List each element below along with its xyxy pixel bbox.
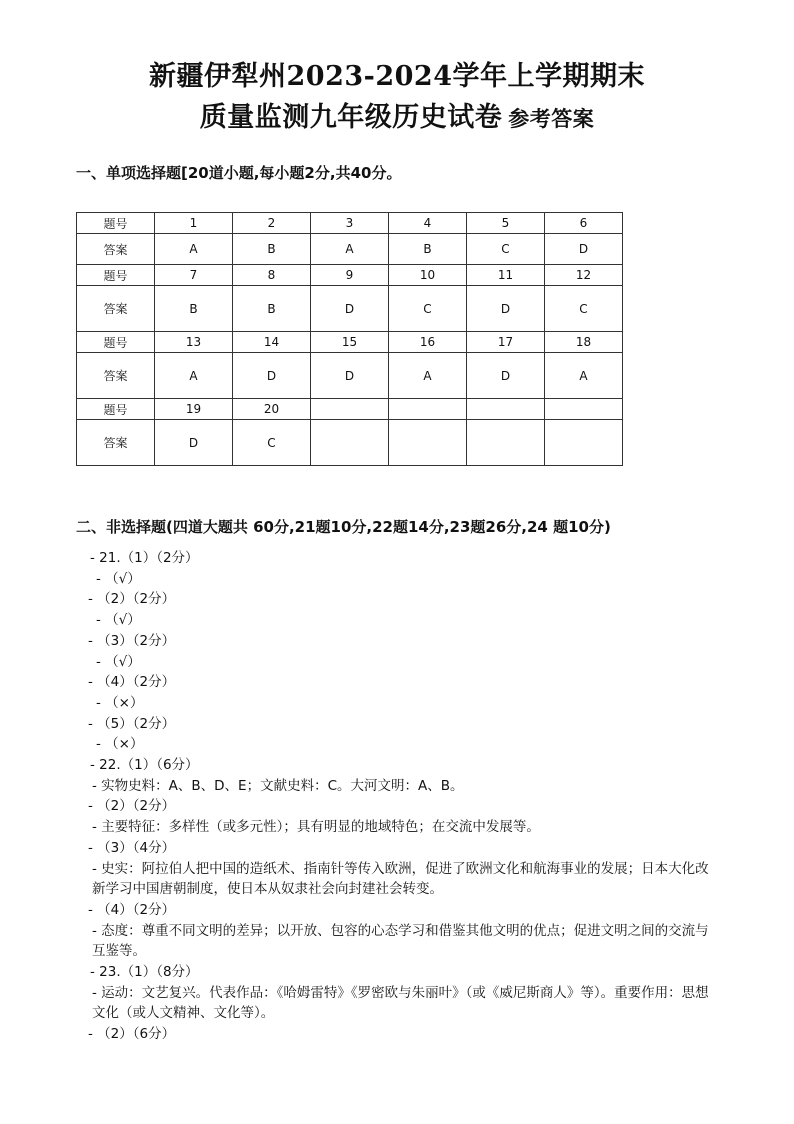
table-cell: C xyxy=(545,286,623,332)
table-cell xyxy=(545,420,623,466)
answer-line: - （2）（6分） xyxy=(88,1026,176,1043)
table-cell xyxy=(311,420,389,466)
table-cell: C xyxy=(233,420,311,466)
table-cell: D xyxy=(311,286,389,332)
table-cell: 题号 xyxy=(77,399,155,420)
table-cell xyxy=(311,399,389,420)
table-cell: 4 xyxy=(389,213,467,234)
table-cell: 16 xyxy=(389,332,467,353)
table-cell: 9 xyxy=(311,265,389,286)
section-2-heading: 二、非选择题(四道大题共 60分,21题10分,22题14分,23题26分,24 题10分) xyxy=(76,518,611,536)
table-cell: A xyxy=(545,353,623,399)
answer-line: - （2）（2分） xyxy=(88,798,176,815)
table-cell: D xyxy=(233,353,311,399)
title-line-1: 新疆伊犁州2023-2024学年上学期期末 xyxy=(149,61,645,92)
answer-line: - （√） xyxy=(96,612,141,629)
table-cell: 14 xyxy=(233,332,311,353)
answer-line: - （3）（2分） xyxy=(88,632,176,649)
table-cell: 6 xyxy=(545,213,623,234)
section-1-heading: 一、单项选择题[20道小题,每小题2分,共40分。 xyxy=(76,164,402,182)
table-cell: B xyxy=(233,286,311,332)
table-cell: 题号 xyxy=(77,332,155,353)
table-cell: A xyxy=(311,234,389,265)
table-cell: 8 xyxy=(233,265,311,286)
table-cell: C xyxy=(389,286,467,332)
table-cell: D xyxy=(467,286,545,332)
answer-line: - 史实：阿拉伯人把中国的造纸术、指南针等传入欧洲，促进了欧洲文化和航海事业的发展；日本大化改新学习中国唐朝制度，使日本从奴隶社会向封建社会转变。 xyxy=(92,860,709,898)
table-cell: 题号 xyxy=(77,265,155,286)
answer-line: - 实物史料：A、B、D、E；文献史料：C。大河文明：A、B。 xyxy=(92,777,464,794)
table-cell: 答案 xyxy=(77,353,155,399)
table-cell: 题号 xyxy=(77,213,155,234)
table-cell: 答案 xyxy=(77,420,155,466)
answer-line: - （4）（2分） xyxy=(88,674,176,691)
table-cell xyxy=(545,399,623,420)
table-cell xyxy=(467,420,545,466)
table-cell: 20 xyxy=(233,399,311,420)
table-cell: D xyxy=(155,420,233,466)
answer-line: - （√） xyxy=(96,653,141,670)
table-cell: 19 xyxy=(155,399,233,420)
table-cell xyxy=(389,399,467,420)
answer-line: - （4）（2分） xyxy=(88,901,176,918)
table-cell: D xyxy=(311,353,389,399)
answer-table xyxy=(76,212,623,466)
table-cell xyxy=(389,420,467,466)
answer-line: - 态度：尊重不同文明的差异；以开放、包容的心态学习和借鉴其他文明的优点；促进文明之间的交流与互鉴等。 xyxy=(92,922,709,960)
table-cell: 10 xyxy=(389,265,467,286)
title-line-2 xyxy=(0,95,794,134)
table-cell: D xyxy=(545,234,623,265)
answer-line: - （√） xyxy=(96,570,141,587)
answer-line: - 运动：文艺复兴。代表作品：《哈姆雷特》《罗密欧与朱丽叶》（或《威尼斯商人》等）。重要作用：思想文化（或人文精神、文化等）。 xyxy=(92,984,709,1022)
table-cell: 15 xyxy=(311,332,389,353)
answer-line: - 21.（1）（2分） xyxy=(90,550,199,566)
table-cell: 5 xyxy=(467,213,545,234)
title-ref: 参考答案 xyxy=(508,106,595,131)
answer-line: - （3）（4分） xyxy=(88,839,176,856)
answer-line: - （×） xyxy=(96,736,144,753)
answer-lines xyxy=(76,548,716,1045)
table-cell: B xyxy=(389,234,467,265)
table-cell: A xyxy=(389,353,467,399)
table-cell: 13 xyxy=(155,332,233,353)
table-cell: 2 xyxy=(233,213,311,234)
table-cell: 11 xyxy=(467,265,545,286)
answer-line: - （2）（2分） xyxy=(88,591,176,608)
table-cell: 17 xyxy=(467,332,545,353)
table-cell xyxy=(467,399,545,420)
table-cell: B xyxy=(155,286,233,332)
table-cell: 3 xyxy=(311,213,389,234)
table-cell: 答案 xyxy=(77,234,155,265)
answer-line: - 23.（1）（8分） xyxy=(90,964,199,981)
table-cell: B xyxy=(233,234,311,265)
answer-line: - （×） xyxy=(96,694,144,711)
table-cell: D xyxy=(467,353,545,399)
table-cell: 12 xyxy=(545,265,623,286)
table-cell: A xyxy=(155,353,233,399)
answer-line: - （5）（2分） xyxy=(88,715,176,732)
table-cell: 1 xyxy=(155,213,233,234)
table-cell: A xyxy=(155,234,233,265)
title-main: 质量监测九年级历史试卷 xyxy=(199,102,503,133)
table-cell: C xyxy=(467,234,545,265)
table-cell: 答案 xyxy=(77,286,155,332)
table-cell: 18 xyxy=(545,332,623,353)
table-cell: 7 xyxy=(155,265,233,286)
answer-line: - 22.（1）（6分） xyxy=(90,757,199,774)
answer-line: - 主要特征：多样性（或多元性）；具有明显的地域特色；在交流中发展等。 xyxy=(92,819,540,836)
